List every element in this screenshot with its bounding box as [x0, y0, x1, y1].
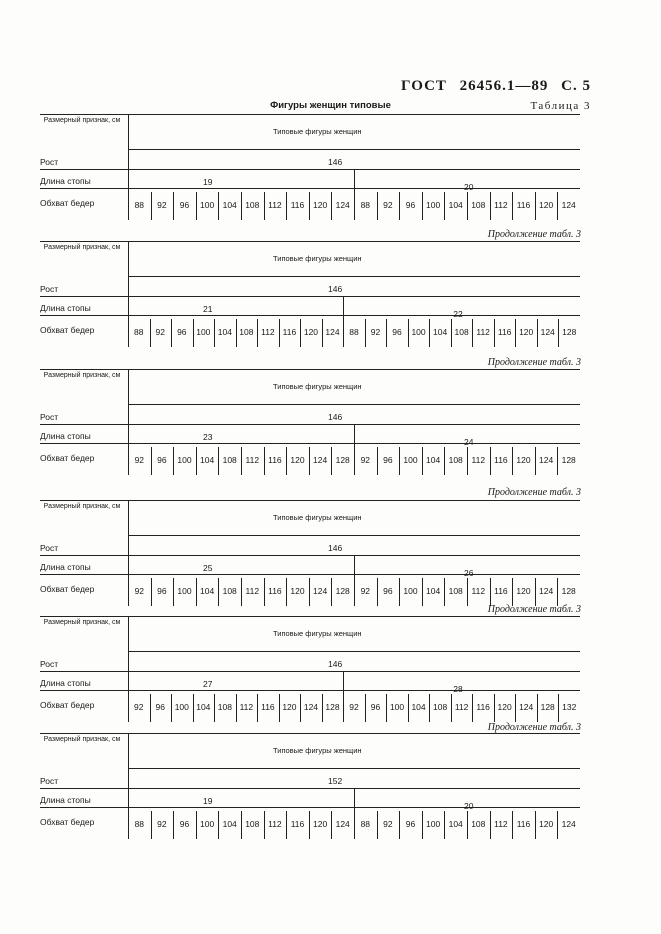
hip-girth-value: 104: [448, 819, 463, 829]
foot-rule: [40, 690, 580, 691]
height-rule: [40, 671, 580, 672]
hip-girth-value: 100: [403, 455, 418, 465]
hip-girth-value: 112: [476, 327, 490, 337]
hip-girth-value: 100: [177, 586, 192, 596]
header-rule: [128, 404, 580, 405]
foot-length-value: 19: [203, 177, 213, 187]
hip-girth-value: 124: [561, 819, 576, 829]
foot-length-label: Длина стопы: [40, 795, 91, 805]
hip-girth-value: 112: [471, 586, 486, 596]
height-label: Рост: [40, 659, 59, 669]
table-block: [40, 500, 580, 610]
height-value: 146: [328, 157, 343, 167]
continuation-label: Продолжение табл. 3: [487, 722, 581, 733]
table-top-rule: [40, 733, 580, 734]
foot-split-rule: [343, 671, 344, 696]
hip-girth-value: 104: [411, 702, 426, 712]
hip-girth-value: 88: [134, 819, 145, 829]
hip-girth-value: 100: [200, 819, 215, 829]
foot-length-label: Длина стопы: [40, 678, 91, 688]
header-rule: [128, 276, 580, 277]
hip-girth-value: 92: [349, 702, 359, 712]
hip-girth-value: 108: [432, 702, 448, 712]
table-block: [40, 114, 580, 224]
typical-figures-caption: Типовые фигуры женщин: [273, 382, 362, 391]
height-rule: [40, 169, 580, 170]
hip-girth-value: 104: [196, 702, 211, 712]
hip-girth-value: 88: [349, 327, 359, 337]
hip-girth-value: 100: [174, 702, 189, 712]
foot-split-rule: [354, 169, 355, 194]
hip-girth-value: 108: [448, 586, 463, 596]
hip-girth-value: 96: [383, 586, 393, 596]
foot-length-value: 19: [203, 796, 213, 806]
foot-split-rule: [354, 424, 355, 449]
foot-length-value: 24: [464, 437, 474, 447]
table-block: [40, 733, 580, 843]
foot-split-rule: [354, 555, 355, 580]
hip-girth-value: 124: [313, 455, 328, 465]
hip-girth-value: 104: [200, 586, 215, 596]
hip-girth-value: 120: [303, 327, 319, 337]
header-rule: [128, 149, 580, 150]
table-label: Таблица 3: [530, 100, 591, 112]
hip-girth-value: 116: [290, 200, 305, 210]
standard-label: ГОСТ: [401, 78, 447, 94]
hip-girth-value: 108: [222, 455, 237, 465]
hip-girth-value: 116: [268, 586, 282, 596]
table-title: Фигуры женщин типовые: [270, 100, 391, 111]
hip-girth-value: 100: [196, 327, 211, 337]
hip-girth-value: 112: [494, 200, 508, 210]
hip-girth-value: 88: [134, 200, 145, 210]
hip-girth-value: 96: [405, 819, 416, 829]
hip-girth-value: 92: [134, 586, 145, 596]
hip-girth-value: 104: [448, 200, 463, 210]
typical-figures-caption: Типовые фигуры женщин: [273, 629, 362, 638]
foot-length-value: 20: [464, 182, 474, 192]
hip-girth-value: 120: [516, 455, 531, 465]
hip-girth-value: 92: [155, 327, 165, 337]
hip-girth-value: 116: [282, 327, 297, 337]
hip-girth-value: 116: [516, 819, 531, 829]
hip-girth-value: 116: [494, 586, 508, 596]
header-rule: [128, 651, 580, 652]
hip-girth-value: 116: [290, 819, 305, 829]
header-rule: [128, 768, 580, 769]
foot-rule: [40, 443, 580, 444]
height-rule: [40, 296, 580, 297]
hip-girth-value: 96: [383, 455, 393, 465]
page-number: С. 5: [561, 78, 591, 94]
hip-girth-value: 92: [134, 455, 145, 465]
hip-girth-value: 120: [519, 327, 534, 337]
foot-length-value: 27: [203, 679, 213, 689]
hip-girth-value: 108: [454, 327, 469, 337]
size-attribute-label: Размерный признак, см: [43, 117, 121, 124]
hip-girth-value: 96: [179, 200, 190, 210]
hip-girth-value: 128: [562, 327, 577, 337]
hip-girth-value: 108: [222, 586, 237, 596]
hip-girth-value: 128: [540, 702, 555, 712]
height-rule: [40, 555, 580, 556]
hip-girth-value: 112: [245, 455, 260, 465]
hip-girth-value: 100: [403, 586, 418, 596]
foot-rule: [40, 574, 580, 575]
hip-girth-value: 88: [134, 327, 144, 337]
hip-girth-value: 100: [389, 702, 405, 712]
continuation-label: Продолжение табл. 3: [487, 357, 581, 368]
hip-girth-value: 112: [268, 200, 282, 210]
page-header: [393, 78, 591, 95]
foot-rule: [40, 188, 580, 189]
hip-girth-value: 120: [290, 455, 305, 465]
size-attribute-label: Размерный признак, см: [43, 372, 121, 379]
size-attribute-label: Размерный признак, см: [43, 619, 121, 626]
height-value: 146: [328, 659, 343, 669]
standard-number: 26456.1—89: [459, 78, 549, 94]
foot-length-label: Длина стопы: [40, 303, 91, 313]
height-rule: [40, 788, 580, 789]
hip-girth-value: 88: [360, 819, 371, 829]
hip-girth-value: 112: [494, 819, 508, 829]
hip-girth-value: 116: [268, 455, 282, 465]
height-rule: [40, 424, 580, 425]
typical-figures-caption: Типовые фигуры женщин: [273, 254, 362, 263]
height-value: 152: [328, 776, 343, 786]
hip-girth-value: 116: [261, 702, 275, 712]
hip-girth-value: 92: [383, 819, 393, 829]
height-label: Рост: [40, 412, 59, 422]
foot-length-value: 23: [203, 432, 213, 442]
hip-girth-value: 120: [539, 819, 554, 829]
continuation-label: Продолжение табл. 3: [487, 229, 581, 240]
hip-girth-value: 128: [325, 702, 340, 712]
hip-girth-value: 132: [562, 702, 577, 712]
table-block: [40, 616, 580, 726]
hip-girth-value: 124: [335, 200, 350, 210]
height-value: 146: [328, 284, 343, 294]
hip-girth-value: 92: [360, 586, 371, 596]
hip-girth-value: 124: [539, 586, 554, 596]
hip-girth-value: 124: [303, 702, 319, 712]
size-attribute-label: Размерный признак, см: [43, 503, 121, 510]
hip-girth-value: 120: [539, 200, 554, 210]
table-top-rule: [40, 500, 580, 501]
hip-girth-label: Обхват бедер: [40, 198, 95, 208]
hip-girth-value: 116: [497, 327, 512, 337]
table-top-rule: [40, 114, 580, 115]
hip-girth-value: 92: [134, 702, 144, 712]
hip-girth-value: 108: [245, 819, 260, 829]
hip-girth-value: 104: [222, 819, 237, 829]
hip-girth-value: 92: [157, 200, 167, 210]
header-rule: [128, 535, 580, 536]
hip-girth-value: 120: [313, 819, 328, 829]
foot-rule: [40, 807, 580, 808]
hip-girth-value: 96: [392, 327, 402, 337]
hip-girth-value: 124: [519, 702, 534, 712]
continuation-label: Продолжение табл. 3: [487, 604, 581, 615]
hip-girth-value: 112: [245, 586, 260, 596]
hip-girth-value: 92: [383, 200, 393, 210]
continuation-label: Продолжение табл. 3: [487, 487, 581, 498]
hip-girth-value: 96: [157, 455, 167, 465]
hip-girth-value: 116: [516, 200, 531, 210]
hip-girth-value: 116: [494, 455, 508, 465]
hip-girth-value: 108: [245, 200, 260, 210]
hip-girth-value: 128: [561, 455, 576, 465]
hip-girth-value: 120: [290, 586, 305, 596]
hip-girth-label: Обхват бедер: [40, 700, 95, 710]
height-value: 146: [328, 543, 343, 553]
height-label: Рост: [40, 543, 59, 553]
hip-girth-value: 108: [471, 200, 486, 210]
hip-girth-value: 124: [335, 819, 350, 829]
hip-girth-value: 108: [239, 327, 254, 337]
hip-girth-value: 92: [360, 455, 371, 465]
hip-girth-value: 100: [177, 455, 192, 465]
hip-girth-value: 104: [432, 327, 448, 337]
hip-girth-value: 128: [335, 586, 350, 596]
hip-girth-value: 96: [157, 586, 167, 596]
hip-girth-value: 104: [200, 455, 215, 465]
hip-girth-label: Обхват бедер: [40, 325, 95, 335]
hip-girth-value: 96: [155, 702, 165, 712]
hip-girth-value: 124: [540, 327, 555, 337]
hip-girth-value: 104: [222, 200, 237, 210]
hip-girth-value: 112: [471, 455, 486, 465]
hip-girth-label: Обхват бедер: [40, 584, 95, 594]
foot-length-value: 20: [464, 801, 474, 811]
hip-girth-label: Обхват бедер: [40, 817, 95, 827]
typical-figures-caption: Типовые фигуры женщин: [273, 746, 362, 755]
hip-girth-value: 96: [179, 819, 190, 829]
table-top-rule: [40, 616, 580, 617]
hip-girth-value: 100: [411, 327, 426, 337]
height-value: 146: [328, 412, 343, 422]
hip-girth-value: 104: [217, 327, 232, 337]
hip-girth-value: 124: [325, 327, 340, 337]
hip-girth-value: 108: [448, 455, 463, 465]
hip-girth-value: 92: [370, 327, 381, 337]
hip-girth-value: 100: [426, 819, 441, 829]
foot-length-value: 21: [203, 304, 213, 314]
typical-figures-caption: Типовые фигуры женщин: [273, 513, 362, 522]
table-top-rule: [40, 369, 580, 370]
foot-split-rule: [343, 296, 344, 321]
hip-girth-value: 112: [239, 702, 254, 712]
hip-girth-value: 128: [335, 455, 350, 465]
hip-girth-value: 128: [561, 586, 576, 596]
foot-length-label: Длина стопы: [40, 431, 91, 441]
hip-girth-value: 112: [261, 327, 275, 337]
hip-girth-value: 120: [497, 702, 512, 712]
hip-girth-value: 100: [426, 200, 441, 210]
hip-girth-value: 112: [454, 702, 469, 712]
height-label: Рост: [40, 776, 59, 786]
hip-girth-value: 120: [282, 702, 297, 712]
foot-length-label: Длина стопы: [40, 562, 91, 572]
hip-girth-value: 116: [476, 702, 490, 712]
hip-girth-value: 108: [217, 702, 232, 712]
size-attribute-label: Размерный признак, см: [43, 244, 121, 251]
hip-girth-value: 124: [539, 455, 554, 465]
hip-girth-value: 100: [200, 200, 215, 210]
size-attribute-label: Размерный признак, см: [43, 736, 121, 743]
hip-girth-value: 120: [516, 586, 531, 596]
foot-length-value: 26: [464, 568, 474, 578]
foot-length-value: 28: [453, 684, 463, 694]
hip-girth-label: Обхват бедер: [40, 453, 95, 463]
hip-girth-value: 104: [426, 586, 441, 596]
hip-girth-value: 96: [177, 327, 187, 337]
hip-girth-value: 112: [268, 819, 282, 829]
hip-girth-value: 104: [426, 455, 441, 465]
hip-girth-value: 120: [313, 200, 328, 210]
typical-figures-caption: Типовые фигуры женщин: [273, 127, 362, 136]
foot-split-rule: [354, 788, 355, 813]
hip-girth-value: 92: [157, 819, 167, 829]
height-label: Рост: [40, 157, 59, 167]
hip-girth-value: 108: [471, 819, 486, 829]
hip-girth-value: 124: [313, 586, 328, 596]
height-label: Рост: [40, 284, 59, 294]
table-block: [40, 241, 580, 351]
foot-length-label: Длина стопы: [40, 176, 91, 186]
foot-rule: [40, 315, 580, 316]
hip-girth-value: 124: [561, 200, 576, 210]
table-top-rule: [40, 241, 580, 242]
foot-length-value: 25: [203, 563, 213, 573]
hip-girth-value: 96: [370, 702, 381, 712]
hip-girth-value: 88: [360, 200, 371, 210]
table-block: [40, 369, 580, 479]
foot-length-value: 22: [453, 309, 463, 319]
hip-girth-value: 96: [405, 200, 416, 210]
